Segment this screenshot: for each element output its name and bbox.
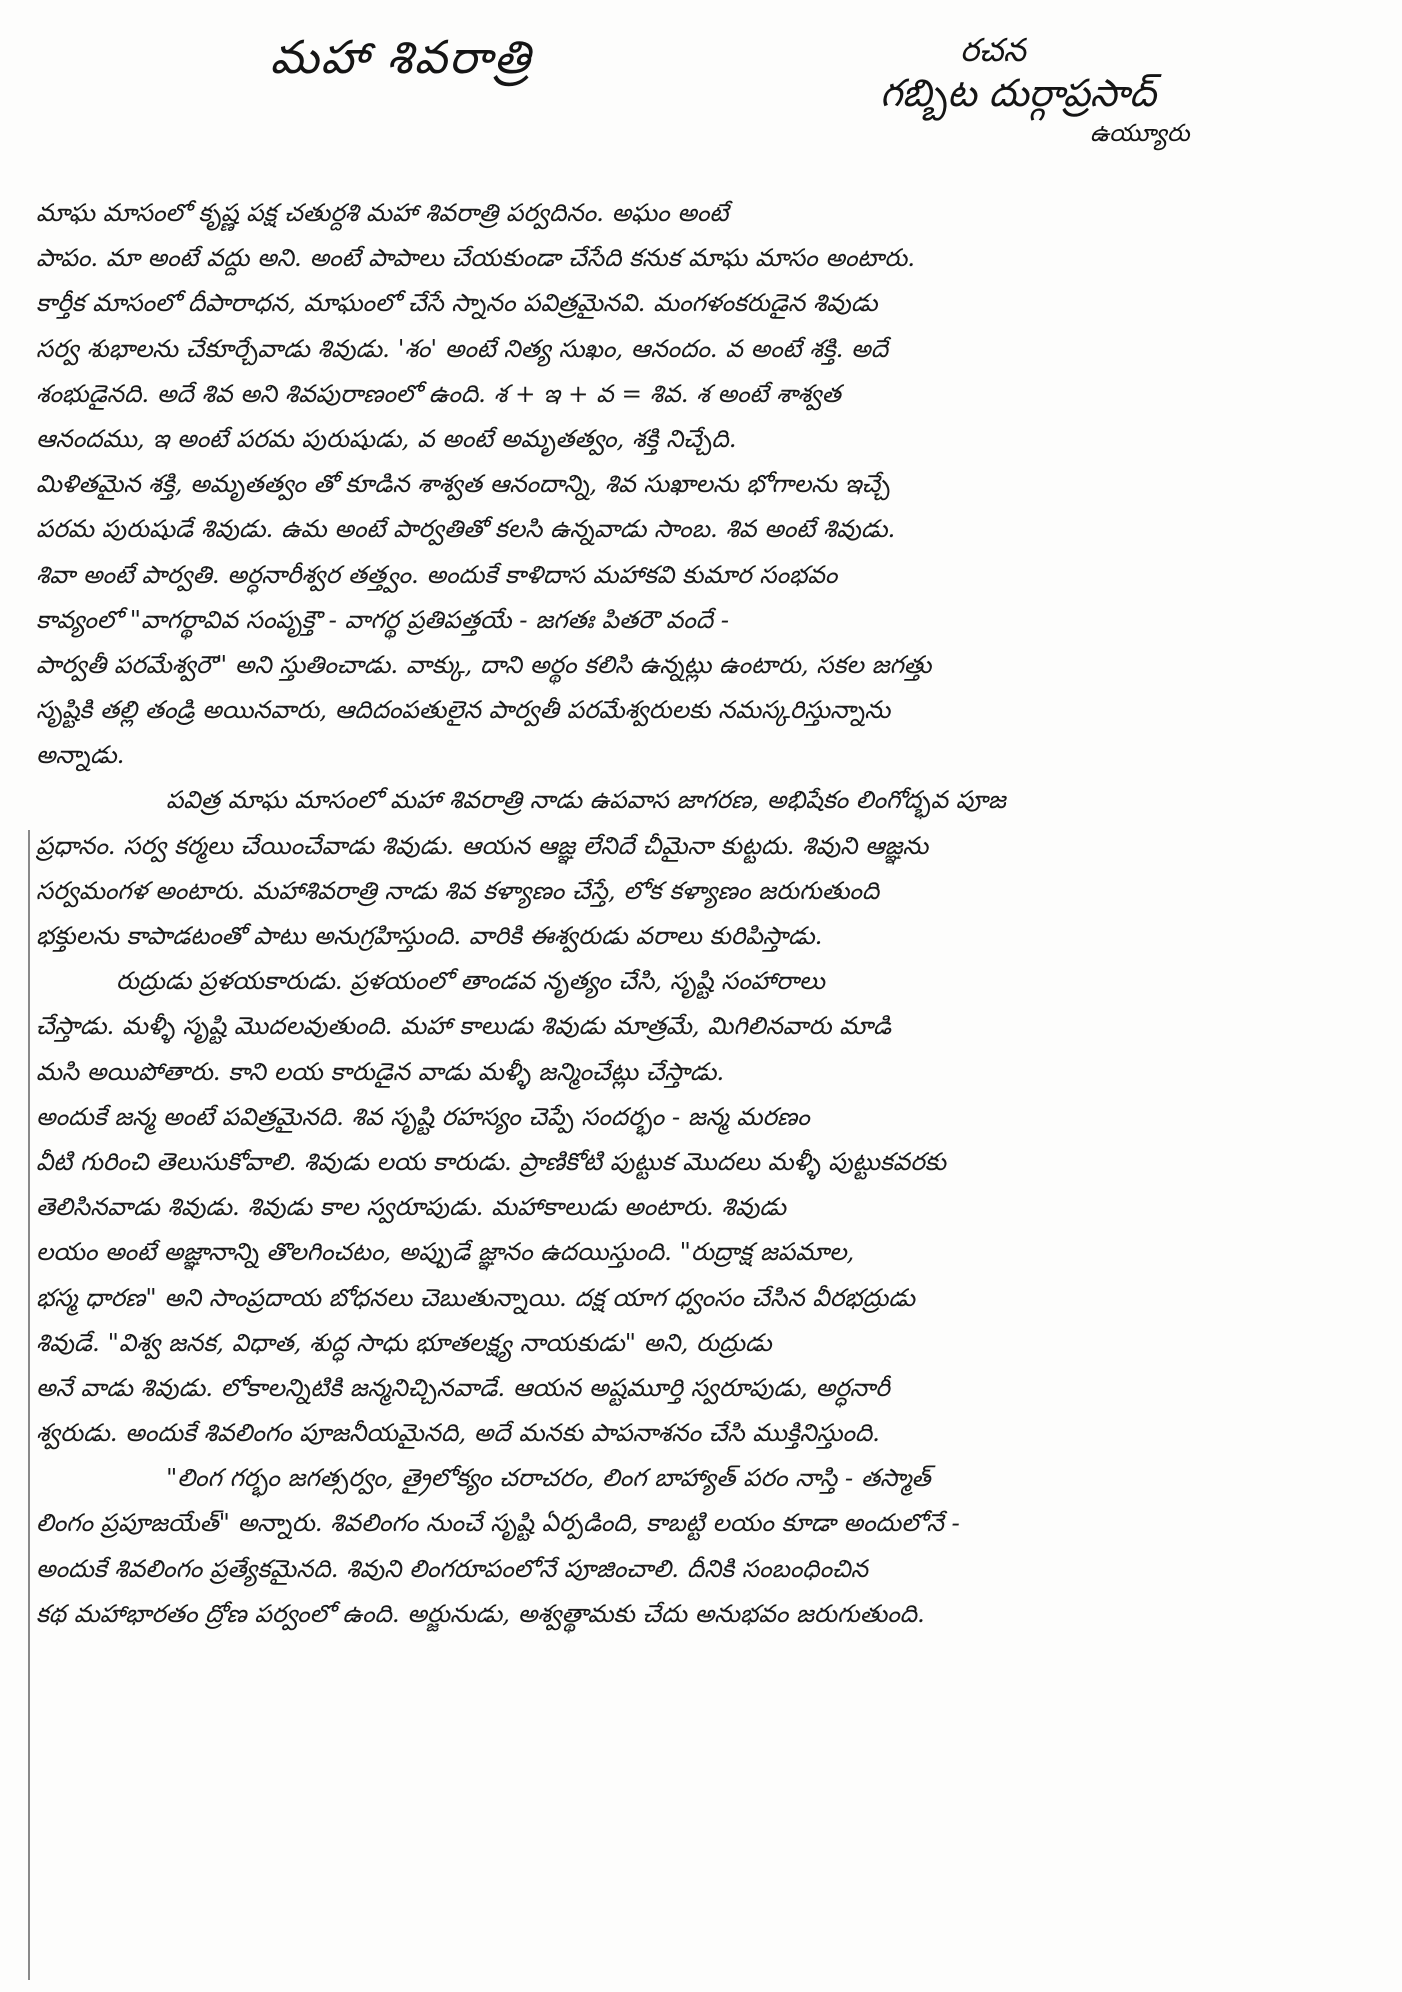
text-line: రుద్రుడు ప్రళయకారుడు. ప్రళయంలో తాండవ నృత్యం చేసి, సృష్టి సంహారాలు <box>116 966 825 996</box>
text-line: పార్వతీ పరమేశ్వరౌ" అని స్తుతించాడు. వాక్కు, దాని అర్థం కలిసి ఉన్నట్లు ఉంటారు, సకల జగత్తు <box>36 649 932 679</box>
text-line: "లింగ గర్భం జగత్సర్వం, త్రైలోక్యం చరాచరం, లింగ బాహ్యాత్ పరం నాస్తి - తస్మాత్ <box>166 1463 931 1493</box>
text-line: సర్వ శుభాలను చేకూర్చేవాడు శివుడు. 'శం' అంటే నిత్య సుఖం, ఆనందం. వ అంటే శక్తి. అదే <box>36 333 889 363</box>
document-title: మహా శివరాత్రి <box>270 30 532 84</box>
text-line: మిళితమైన శక్తి, అమృతత్వం తో కూడిన శాశ్వత ఆనందాన్ని, శివ సుఖాలను భోగాలను ఇచ్చే <box>36 469 890 499</box>
text-line: లింగం ప్రపూజయేత్" అన్నారు. శివలింగం నుంచే సృష్టి ఏర్పడింది, కాబట్టి లయం కూడా అందులోనే - <box>36 1508 960 1538</box>
text-line: లయం అంటే అజ్ఞానాన్ని తొలగించటం, అప్పుడే జ్ఞానం ఉదయిస్తుంది. "రుద్రాక్ష జపమాల, <box>36 1237 855 1267</box>
text-line: సృష్టికి తల్లి తండ్రి అయినవారు, ఆదిదంపతులైన పార్వతీ పరమేశ్వరులకు నమస్కరిస్తున్నాను <box>36 695 891 725</box>
text-line: ఆనందము, ఇ అంటే పరమ పురుషుడు, వ అంటే అమృతత్వం, శక్తి నిచ్చేది. <box>36 423 737 453</box>
text-line: కార్తీక మాసంలో దీపారాధన, మాఘంలో చేసే స్నానం పవిత్రమైనవి. మంగళంకరుడైన శివుడు <box>36 288 878 318</box>
left-margin-rule <box>28 830 30 1980</box>
text-line: శివుడే. "విశ్వ జనక, విధాత, శుద్ధ సాధు భూతలక్ష్య నాయకుడు" అని, రుద్రుడు <box>36 1327 772 1357</box>
text-line: చేస్తాడు. మళ్ళీ సృష్టి మొదలవుతుంది. మహా కాలుడు శివుడు మాత్రమే, మిగిలినవారు మాడి <box>36 1011 892 1041</box>
text-line: అందుకే శివలింగం ప్రత్యేకమైనది. శివుని లింగరూపంలోనే పూజించాలి. దీనికి సంబంధించిన <box>36 1553 868 1583</box>
text-line: కథ మహాభారతం ద్రోణ పర్వంలో ఉంది. అర్జునుడు, అశ్వత్థామకు చేదు అనుభవం జరుగుతుంది. <box>36 1598 925 1628</box>
author-label: రచన <box>960 31 1026 69</box>
text-line: సర్వమంగళ అంటారు. మహాశివరాత్రి నాడు శివ కళ్యాణం చేస్తే, లోక కళ్యాణం జరుగుతుంది <box>36 875 880 905</box>
author-block <box>880 30 1190 148</box>
text-line: భస్మ ధారణ" అని సాంప్రదాయ బోధనలు చెబుతున్నాయి. దక్ష యాగ ధ్వంసం చేసిన వీరభద్రుడు <box>36 1282 916 1312</box>
author-name: గబ్బిట దుర్గాప్రసాద్ <box>880 71 1157 115</box>
text-line: అనే వాడు శివుడు. లోకాలన్నిటికి జన్మనిచ్చినవాడే. ఆయన అష్టమూర్తి స్వరూపుడు, అర్ధనారీ <box>36 1372 890 1402</box>
text-line: తెలిసినవాడు శివుడు. శివుడు కాల స్వరూపుడు. మహాకాలుడు అంటారు. శివుడు <box>36 1192 787 1222</box>
text-line: అన్నాడు. <box>36 740 125 770</box>
text-line: మాఘ మాసంలో కృష్ణ పక్ష చతుర్దశి మహా శివరాత్రి పర్వదినం. అఘం అంటే <box>36 198 729 227</box>
body-text <box>36 190 1366 1636</box>
text-line: శ్వరుడు. అందుకే శివలింగం పూజనీయమైనది, అదే మనకు పాపనాశనం చేసి ముక్తినిస్తుంది. <box>36 1418 880 1448</box>
author-place: ఉయ్యూరు <box>1090 118 1190 147</box>
text-line: శంభుడైనది. అదే శివ అని శివపురాణంలో ఉంది. శ + ఇ + వ = శివ. శ అంటే శాశ్వత <box>36 378 841 408</box>
text-line: ప్రధానం. సర్వ కర్మలు చేయించేవాడు శివుడు. ఆయన ఆజ్ఞ లేనిదే చీమైనా కుట్టదు. శివుని ఆజ్ఞను <box>36 830 929 860</box>
text-line: కావ్యంలో "వాగర్థావివ సంపృక్తౌ - వాగర్థ ప్రతిపత్తయే - జగతః పితరౌ వందే - <box>36 604 730 634</box>
text-line: శివా అంటే పార్వతి. అర్ధనారీశ్వర తత్త్వం. అందుకే కాళిదాస మహాకవి కుమార సంభవం <box>36 559 838 589</box>
text-line: అందుకే జన్మ అంటే పవిత్రమైనది. శివ సృష్టి రహస్యం చెప్పే సందర్భం - జన్మ మరణం <box>36 1101 810 1131</box>
text-line: పాపం. మా అంటే వద్దు అని. అంటే పాపాలు చేయకుండా చేసేది కనుక మాఘ మాసం అంటారు. <box>36 243 915 273</box>
text-line: భక్తులను కాపాడటంతో పాటు అనుగ్రహిస్తుంది. వారికి ఈశ్వరుడు వరాలు కురిపిస్తాడు. <box>36 921 823 950</box>
text-line: పరమ పురుషుడే శివుడు. ఉమ అంటే పార్వతితో కలసి ఉన్నవాడు సాంబ. శివ అంటే శివుడు. <box>36 514 896 544</box>
text-line: వీటి గురించి తెలుసుకోవాలి. శివుడు లయ కారుడు. ప్రాణికోటి పుట్టుక మొదలు మళ్ళీ పుట్టుకవరకు <box>36 1146 947 1176</box>
text-line: మసి అయిపోతారు. కాని లయ కారుడైన వాడు మళ్ళీ జన్మించేట్లు చేస్తాడు. <box>36 1056 725 1086</box>
text-line: పవిత్ర మాఘ మాసంలో మహా శివరాత్రి నాడు ఉపవాస జాగరణ, అభిషేకం లింగోద్భవ పూజ <box>166 785 1006 815</box>
